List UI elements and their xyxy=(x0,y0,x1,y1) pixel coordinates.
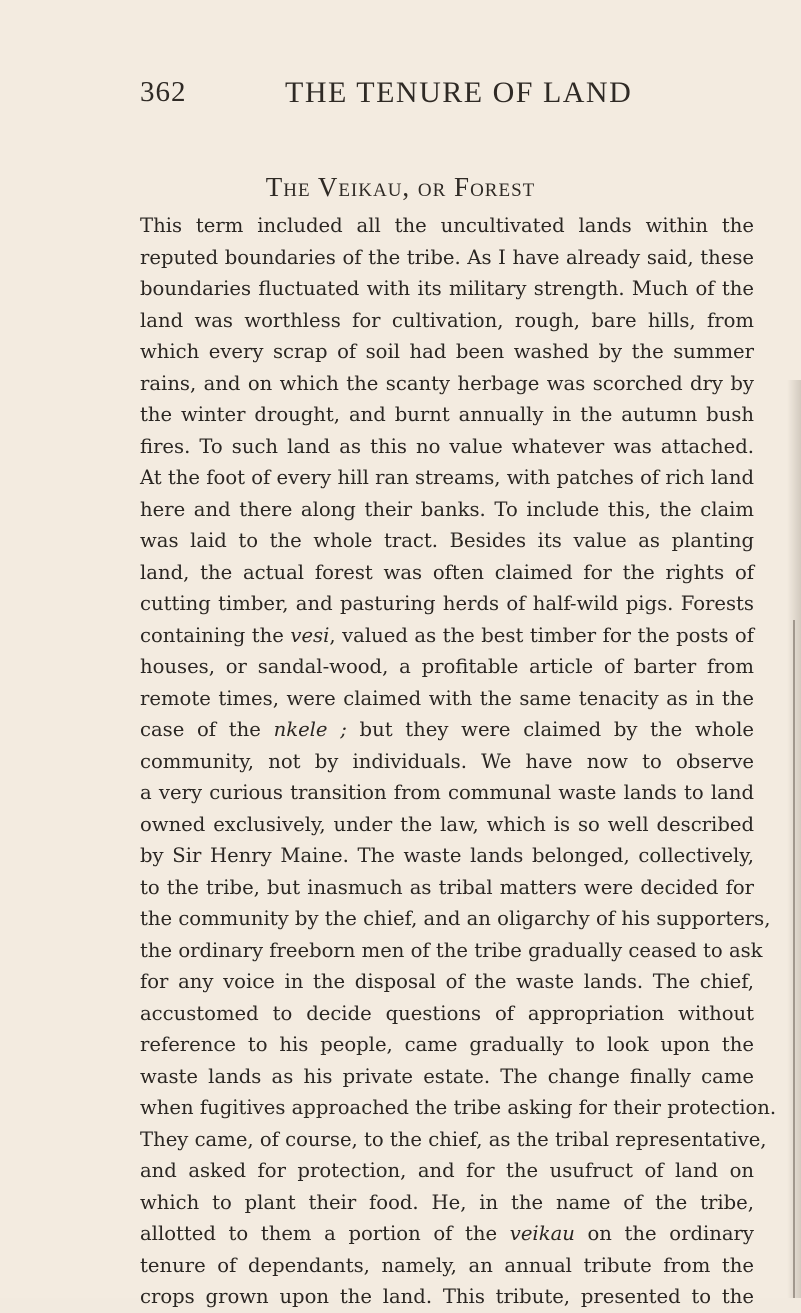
text-segment: At the foot of every hill ran streams, with patches of rich land xyxy=(140,466,754,489)
italic-term: vesi xyxy=(290,623,330,647)
text-line xyxy=(140,305,754,337)
text-segment: which to plant their food. He, in the name of the tribe, xyxy=(140,1190,754,1214)
text-line xyxy=(140,935,763,967)
text-segment: reference to his people, came gradually to look upon the xyxy=(140,1033,754,1056)
text-line xyxy=(140,1061,754,1093)
text-segment: owned exclusively, under the law, which is so well described xyxy=(140,812,754,836)
text-segment: the ordinary freeborn men of the tribe gradually ceased to ask xyxy=(140,938,763,962)
text-segment: tenure of dependants, namely, an annual tribute from the xyxy=(140,1253,754,1277)
page-number: 362 xyxy=(140,76,187,108)
text-segment: remote times, were claimed with the same tenacity as in the xyxy=(140,686,754,710)
text-line xyxy=(140,998,754,1030)
text-segment: fires. To such land as this no value whatever was attached. xyxy=(140,434,754,458)
text-line xyxy=(140,620,754,652)
text-line xyxy=(140,651,754,683)
text-segment: crops grown upon the land. This tribute, presented to the xyxy=(140,1285,754,1308)
text-segment: land, the actual forest was often claimed for the rights of xyxy=(140,560,754,584)
text-segment: containing the xyxy=(140,623,291,647)
text-segment: houses, or sandal-wood, a profitable article of barter from xyxy=(140,655,754,678)
text-line xyxy=(140,777,754,809)
text-line xyxy=(140,903,771,935)
text-line xyxy=(140,210,754,242)
running-title: THE TENURE OF LAND xyxy=(285,76,633,109)
text-line xyxy=(140,242,754,274)
text-line xyxy=(140,746,754,778)
text-segment: was laid to the whole tract. Besides its value as planting xyxy=(140,529,754,552)
text-line xyxy=(140,872,754,904)
text-segment: but they were claimed by the whole xyxy=(346,718,754,741)
text-line xyxy=(140,431,754,463)
text-segment: by Sir Henry Maine. The waste lands belonged, collectively, xyxy=(140,844,754,867)
text-segment: the community by the chief, and an oligarchy of his supporters, xyxy=(140,907,771,930)
italic-term: veikau xyxy=(509,1222,575,1245)
text-segment: case of the xyxy=(140,718,274,741)
body-paragraph xyxy=(140,210,777,1313)
text-line xyxy=(140,368,754,400)
text-line xyxy=(140,1124,767,1156)
text-line xyxy=(140,1092,777,1124)
text-segment: This term included all the uncultivated lands within the xyxy=(140,214,754,237)
text-segment: reputed boundaries of the tribe. As I have already said, these xyxy=(140,245,754,269)
text-segment: boundaries fluctuated with its military strength. Much of the xyxy=(140,277,754,300)
running-head xyxy=(140,76,750,112)
text-segment: accustomed to decide questions of appropriation without xyxy=(140,1001,754,1025)
text-segment: , valued as the best timber for the posts of xyxy=(329,623,754,647)
text-segment: to the tribe, but inasmuch as tribal matters were decided for xyxy=(140,875,754,899)
text-line xyxy=(140,525,754,557)
text-line xyxy=(140,809,754,841)
text-segment: and asked for protection, and for the usufruct of land on xyxy=(140,1159,754,1182)
text-segment: cutting timber, and pasturing herds of half-wild pigs. Forests xyxy=(140,592,754,615)
text-segment: waste lands as his private estate. The change finally came xyxy=(140,1064,754,1088)
text-line xyxy=(140,399,754,431)
text-line xyxy=(140,966,754,998)
text-segment: which every scrap of soil had been washed by the summer xyxy=(140,340,754,363)
text-segment: when fugitives approached the tribe asking for their protection. xyxy=(140,1096,777,1119)
text-line xyxy=(140,588,754,620)
text-line xyxy=(140,1281,754,1313)
text-line xyxy=(140,494,754,526)
text-line xyxy=(140,336,754,368)
text-segment: for any voice in the disposal of the waste lands. The chief, xyxy=(140,970,754,993)
text-line xyxy=(140,1155,754,1187)
text-line xyxy=(140,1218,754,1250)
text-segment: allotted to them a portion of the xyxy=(140,1222,510,1245)
section-heading: The Veikau, or Forest xyxy=(265,172,536,202)
text-line xyxy=(140,683,754,715)
text-line xyxy=(140,1250,754,1282)
text-line xyxy=(140,1029,754,1061)
text-segment: the winter drought, and burnt annually in the autumn bush xyxy=(140,403,754,426)
text-line xyxy=(140,1187,754,1219)
text-line xyxy=(140,462,754,494)
text-line xyxy=(140,840,754,872)
text-line xyxy=(140,714,754,746)
text-segment: land was worthless for cultivation, rough, bare hills, from xyxy=(140,308,754,332)
text-segment: community, not by individuals. We have now to observe xyxy=(140,749,754,773)
text-line xyxy=(140,273,754,305)
italic-term: nkele ; xyxy=(273,718,347,741)
text-segment: a very curious transition from communal waste lands to land xyxy=(140,781,754,804)
text-segment: rains, and on which the scanty herbage was scorched dry by xyxy=(140,371,754,395)
text-segment: They came, of course, to the chief, as the tribal representative, xyxy=(140,1127,767,1151)
page-edge-line xyxy=(793,620,795,1298)
text-segment: here and there along their banks. To include this, the claim xyxy=(140,497,754,521)
text-segment: on the ordinary xyxy=(574,1222,754,1245)
text-line xyxy=(140,557,754,589)
